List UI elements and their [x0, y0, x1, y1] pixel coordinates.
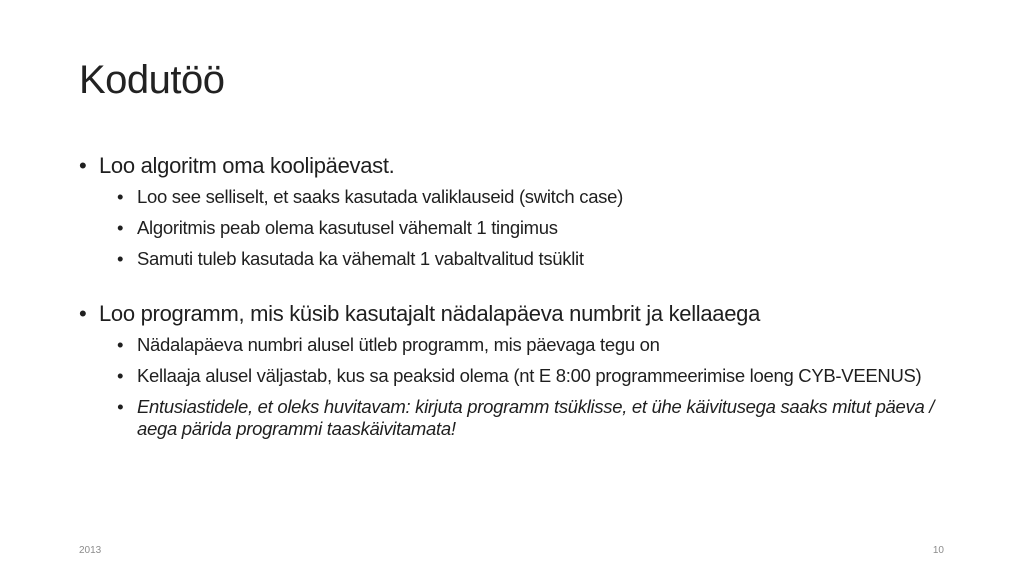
sub-bullet-list — [117, 186, 959, 270]
bullet-item: • Loo algoritm oma koolipäevast. — [79, 152, 959, 180]
sub-bullet-item-italic: • Entusiastidele, et oleks huvitavam: kirjuta programm tsüklisse, et ühe käivitusega saaks mitut päeva / aega pärida programmi taaskäivitamata! — [117, 396, 959, 440]
slide-number: 10 — [932, 545, 944, 556]
sub-bullet-list — [117, 334, 959, 440]
bullet-item: • Loo programm, mis küsib kasutajalt nädalapäeva numbrit ja kellaaega — [79, 300, 959, 328]
footer-date: 2013 — [79, 545, 102, 556]
slide-content — [79, 152, 959, 449]
sub-bullet-item: • Algoritmis peab olema kasutusel vähemalt 1 tingimus — [117, 217, 959, 239]
sub-bullet-item: • Loo see selliselt, et saaks kasutada valiklauseid (switch case) — [117, 186, 959, 208]
sub-bullet-item: • Nädalapäeva numbri alusel ütleb programm, mis päevaga tegu on — [117, 334, 959, 356]
slide-title: Kodutöö — [79, 58, 225, 102]
sub-bullet-item: • Kellaaja alusel väljastab, kus sa peaksid olema (nt E 8:00 programmeerimise loeng CYB-VEENUS) — [117, 365, 959, 387]
sub-bullet-item: • Samuti tuleb kasutada ka vähemalt 1 vabaltvalitud tsüklit — [117, 248, 959, 270]
